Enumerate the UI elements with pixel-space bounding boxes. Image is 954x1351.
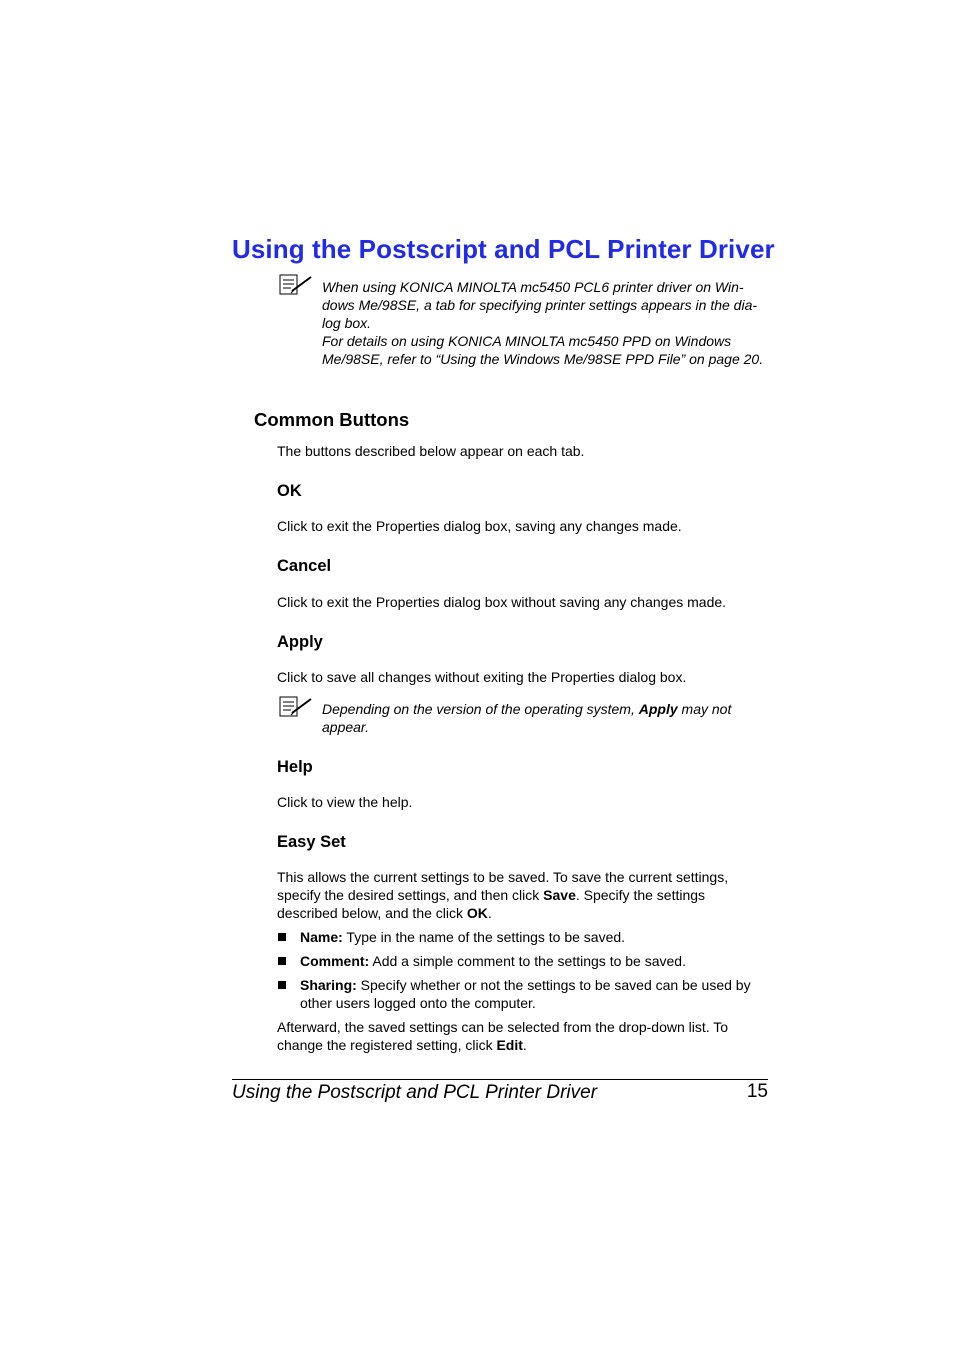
list-item: [277, 952, 767, 970]
square-bullet-icon: [278, 933, 286, 941]
note-2-text-start: Depending on the version of the operating system,: [322, 701, 639, 717]
footer-divider: [232, 1079, 768, 1080]
cancel-description: Click to exit the Properties dialog box without saving any changes made.: [277, 594, 727, 610]
easy-set-p1-part-a: This allows the current settings to be saved. To save the current settings, specify the desired settings, and then click: [277, 869, 729, 903]
square-bullet-icon: [278, 981, 286, 989]
page-number: 15: [746, 1081, 768, 1102]
list-item: [277, 976, 767, 1012]
easy-set-p2-part-a: Afterward, the saved settings can be selected from the drop-down list. To change the registered setting, click: [277, 1019, 729, 1053]
note-2-text-end: may not appear.: [322, 701, 732, 735]
easy-set-p1-part-c: .: [487, 905, 492, 921]
list-item-text: Add a simple comment to the settings to be saved.: [369, 953, 686, 969]
heading-cancel: Cancel: [277, 557, 332, 575]
note-2-apply-bold: Apply: [638, 701, 678, 717]
ok-description: Click to exit the Properties dialog box, saving any changes made.: [277, 518, 682, 534]
footer-title: Using the Postscript and PCL Printer Driver: [232, 1082, 598, 1103]
easy-set-p1-part-b: . Specify the settings described below, and the click: [277, 887, 706, 921]
section-heading-common-buttons: Common Buttons: [254, 409, 410, 430]
note-pencil-icon: [279, 274, 313, 296]
heading-help: Help: [277, 758, 313, 776]
heading-apply: Apply: [277, 633, 323, 651]
list-item: [277, 928, 767, 946]
heading-ok: OK: [277, 482, 302, 500]
common-buttons-intro: The buttons described below appear on each tab.: [277, 443, 585, 459]
list-item-label: Sharing:: [300, 977, 357, 993]
list-item-text: Type in the name of the settings to be saved.: [342, 929, 626, 945]
page-title: Using the Postscript and PCL Printer Driver: [232, 234, 775, 264]
list-item-text: Specify whether or not the settings to be saved can be used by other users logged onto the computer.: [300, 977, 751, 1011]
easy-set-paragraph-2: [277, 1018, 752, 1054]
apply-description: Click to save all changes without exiting the Properties dialog box.: [277, 669, 687, 685]
note-2: [322, 700, 762, 736]
note-1-line-2: For details on using KONICA MINOLTA mc5450 PPD on Windows Me/98SE, refer to “Using the Windows Me/98SE PPD File” on page 20.: [322, 333, 764, 367]
list-item-label: Comment:: [300, 953, 370, 969]
easy-set-p2-part-b: .: [522, 1037, 527, 1053]
help-description: Click to view the help.: [277, 794, 413, 810]
note-pencil-icon: [279, 696, 313, 718]
heading-easy-set: Easy Set: [277, 833, 346, 851]
easy-set-ok-bold: OK: [466, 905, 488, 921]
square-bullet-icon: [278, 957, 286, 965]
easy-set-edit-bold: Edit: [496, 1037, 523, 1053]
list-item-label: Name:: [300, 929, 343, 945]
note-1-line-1: When using KONICA MINOLTA mc5450 PCL6 printer driver on Win-dows Me/98SE, a tab for specifying printer settings appears in the dia-log box.: [322, 279, 758, 331]
easy-set-paragraph-1: [277, 868, 752, 922]
easy-set-bullet-list: [277, 928, 767, 1018]
easy-set-save-bold: Save: [543, 887, 576, 903]
note-1: [322, 278, 772, 368]
